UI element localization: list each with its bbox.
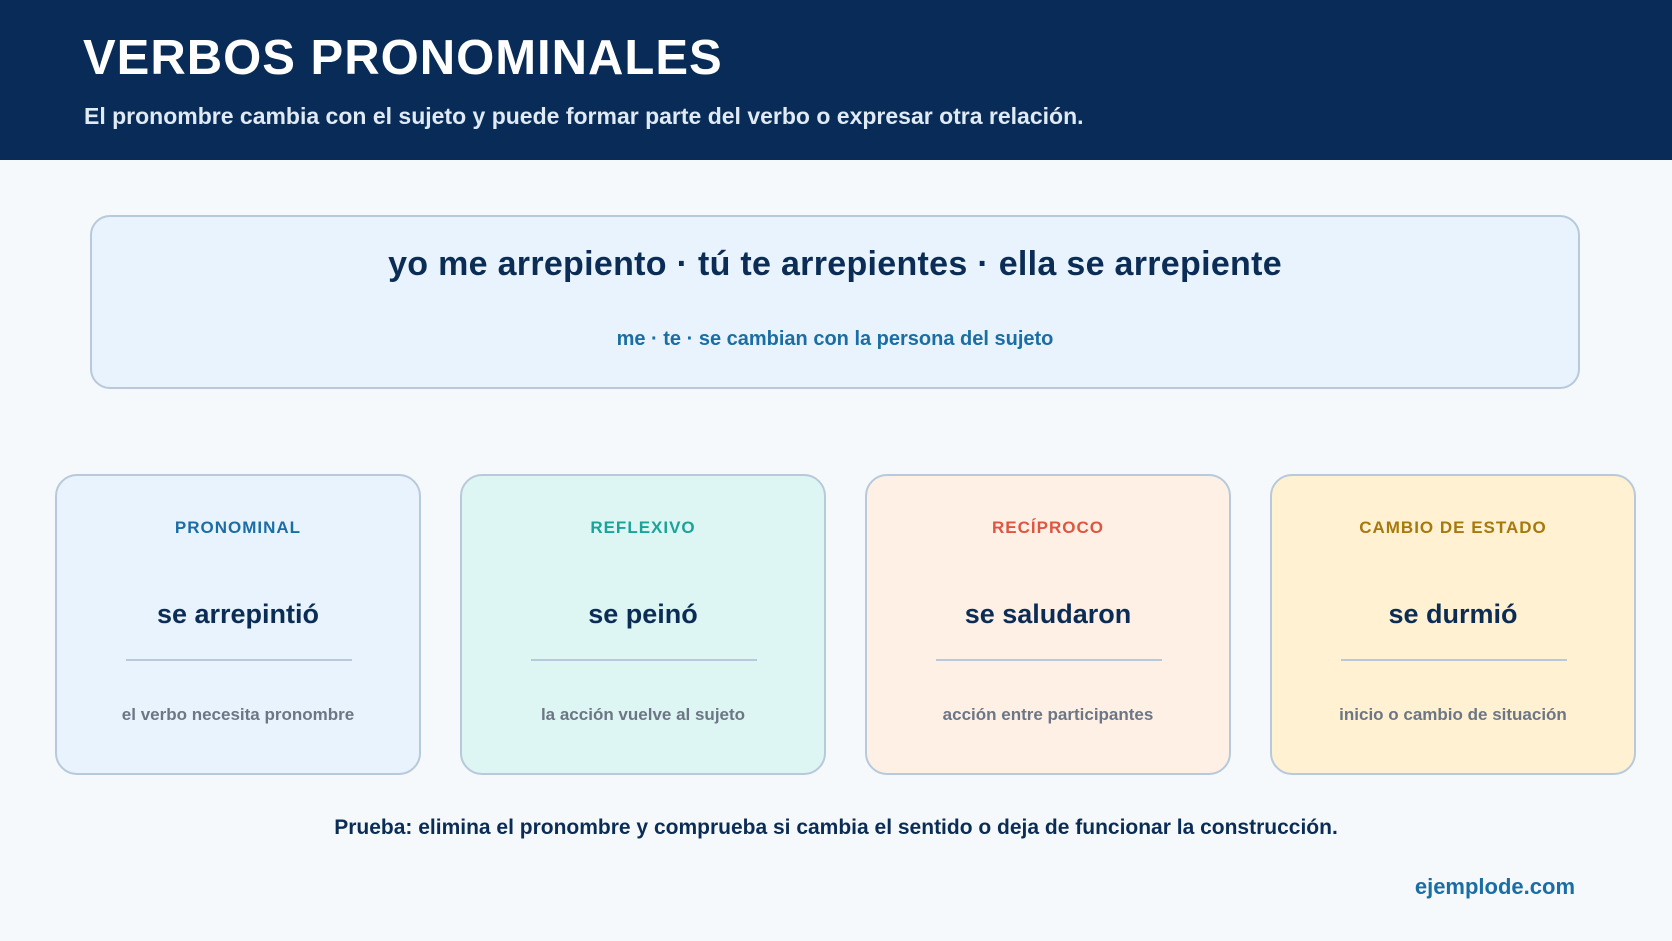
card-label: CAMBIO DE ESTADO — [1359, 518, 1547, 537]
card-label: REFLEXIVO — [590, 518, 696, 537]
page-title: VERBOS PRONOMINALES — [83, 31, 723, 85]
card-description: el verbo necesita pronombre — [121, 705, 355, 724]
conjugation-note: me · te · se cambian con la persona del sujeto — [616, 328, 1054, 350]
card-pronominal — [55, 474, 421, 775]
site-brand: ejemplode.com — [1414, 874, 1575, 899]
card-example: se saludaron — [964, 599, 1132, 629]
card-divider — [936, 659, 1162, 661]
header-banner — [0, 0, 1672, 160]
card-cambio-de-estado — [1270, 474, 1636, 775]
conjugation-line: yo me arrepiento · tú te arrepientes · ella se arrepiente — [388, 245, 1282, 283]
card-description: inicio o cambio de situación — [1339, 705, 1567, 724]
card-divider — [1341, 659, 1567, 661]
card-reciproco — [865, 474, 1231, 775]
card-label: PRONOMINAL — [174, 518, 302, 537]
card-example: se arrepintió — [156, 599, 320, 629]
page-subtitle: El pronombre cambia con el sujeto y puede formar parte del verbo o expresar otra relación. — [84, 103, 1084, 129]
card-example: se peinó — [588, 599, 698, 629]
card-description: acción entre participantes — [942, 705, 1154, 724]
card-divider — [531, 659, 757, 661]
card-description: la acción vuelve al sujeto — [540, 705, 746, 724]
conjugation-box — [90, 215, 1580, 389]
card-reflexivo — [460, 474, 826, 775]
test-tip: Prueba: elimina el pronombre y comprueba si cambia el sentido o deja de funcionar la construcción. — [334, 816, 1338, 839]
card-label: RECÍPROCO — [992, 518, 1104, 537]
card-divider — [126, 659, 352, 661]
card-example: se durmió — [1388, 599, 1518, 629]
